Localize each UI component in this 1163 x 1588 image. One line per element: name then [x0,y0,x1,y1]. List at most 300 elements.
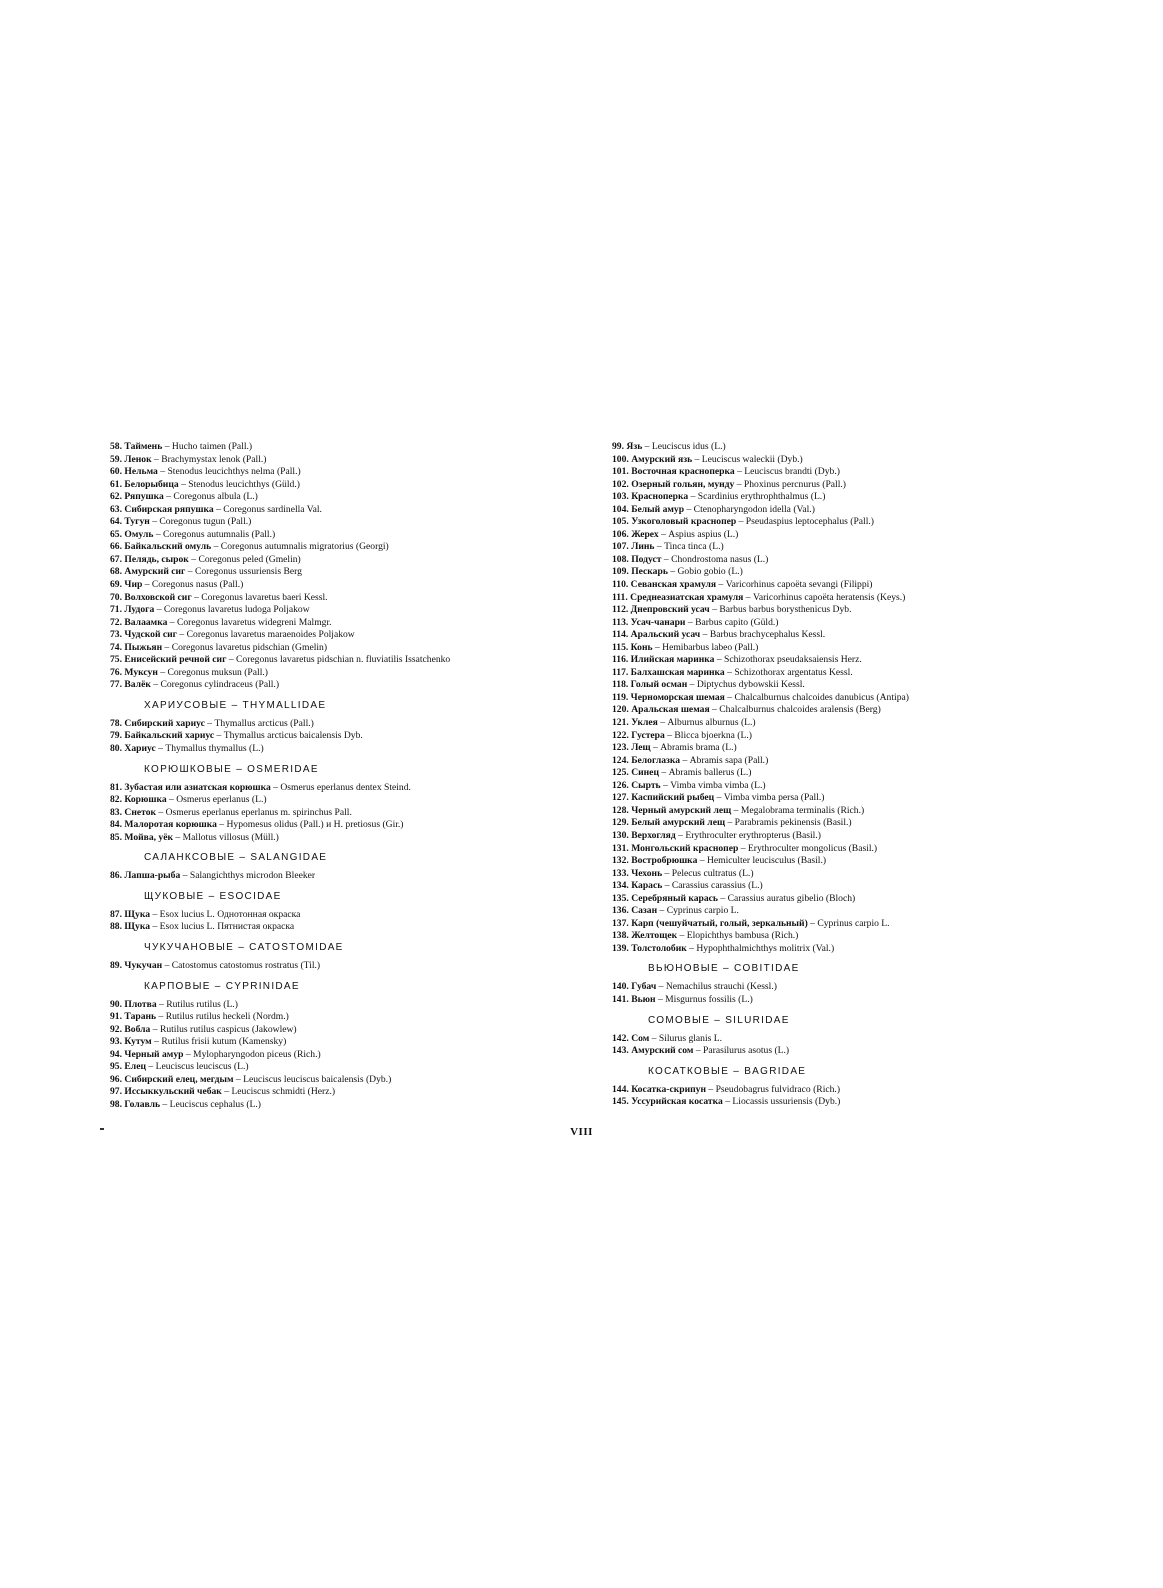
common-name: Иссыккульский чебак [124,1086,222,1098]
common-name: Озерный гольян, мунду [631,478,735,490]
entry-number: 130. [612,829,629,841]
common-name: Чукучан [124,959,163,971]
common-name: Ленок [124,453,152,465]
entry-number: 113. [612,616,629,628]
scientific-name: Brachymystax lenok (Pall.) [161,453,267,465]
species-entry: 98. Голавль – Leuciscus cephalus (L.) [110,1098,261,1110]
entry-number: 114. [612,629,629,641]
entry-number: 81. [110,781,122,793]
entry-number: 120. [612,704,629,716]
entry-number: 63. [110,503,122,515]
scientific-name: Leuciscus schmidti (Herz.) [231,1086,336,1098]
scientific-name: Erythroculter erythropterus (Basil.) [685,829,821,841]
section-heading: КОРЮШКОВЫЕ – OSMERIDAE [144,763,319,775]
scientific-name: Carassius auratus gibelio (Bloch) [727,892,856,904]
entry-number: 100. [612,453,629,465]
scientific-name: Chalcalburnus chalcoides danubicus (Antipa) [734,691,909,703]
common-name: Лещ [631,742,651,754]
species-entry: 68. Амурский сиг – Coregonus ussuriensis Berg [110,566,302,578]
entry-number: 77. [110,679,122,691]
species-entry: 65. Омуль – Coregonus autumnalis (Pall.) [110,528,276,540]
entry-number: 101. [612,466,629,478]
common-name: Амурский сом [631,1045,694,1057]
scientific-name: Salangichthys microdon Bleeker [189,870,316,882]
entry-number: 59. [110,453,122,465]
scientific-name: Aspius aspius (L.) [668,528,739,540]
scientific-name: Megalobrama terminalis (Rich.) [740,804,865,816]
species-entry: 89. Чукучан – Catostomus catostomus rostratus (Til.) [110,959,321,971]
species-entry: 120. Аральская шемая – Chalcalburnus chalcoides aralensis (Berg) [612,704,881,716]
common-name: Чир [124,579,143,591]
common-name: Карп (чешуйчатый, голый, зеркальный) [631,917,808,929]
scientific-name: Osmerus eperlanus eperlanus m. spirinchus Pall. [165,806,352,818]
species-entry: 105. Узкоголовый краснопер – Pseudaspius leptocephalus (Pall.) [612,516,874,528]
entry-number: 93. [110,1036,122,1048]
common-name: Днепровский усач [630,604,710,616]
species-entry: 78. Сибирский хариус – Thymallus arcticus (Pall.) [110,717,314,729]
entry-number: 144. [612,1083,629,1095]
entry-number: 117. [612,666,629,678]
species-entry: 101. Восточная красноперка – Leuciscus brandti (Dyb.) [612,466,840,478]
common-name: Малоротая корюшка [124,819,217,831]
entry-number: 99. [612,441,624,452]
common-name: Лапша-рыба [124,870,181,882]
scientific-name: Pelecus cultratus (L.) [671,867,754,879]
scientific-name: Hypomesus olidus (Pall.) и H. pretiosus (Gir.) [226,819,404,831]
entry-number: 127. [612,792,629,804]
entry-number: 115. [612,641,629,653]
entry-number: 125. [612,767,629,779]
common-name: Чехонь [631,867,663,879]
entry-number: 73. [110,629,122,641]
common-name: Белорыбица [124,478,179,490]
common-name: Ряпушка [124,491,164,503]
common-name: Чудской сиг [124,629,178,641]
species-entry: 144. Косатка-скрипун – Pseudobagrus fulvidraco (Rich.) [612,1083,841,1095]
species-entry: 145. Уссурийская косатка – Liocassis ussuriensis (Dyb.) [612,1096,841,1108]
section-heading: САЛАНКСОВЫЕ – SALANGIDAE [144,852,328,864]
scientific-name: Coregonus cylindraceus (Pall.) [160,679,280,691]
scientific-name: Schizothorax pseudaksaiensis Herz. [724,654,862,666]
species-entry: 86. Лапша-рыба – Salangichthys microdon Bleeker [110,870,316,882]
scientific-name: Pseudobagrus fulvidraco (Rich.) [715,1083,841,1095]
entry-number: 102. [612,478,629,490]
common-name: Голавль [124,1098,161,1110]
common-name: Щука [124,921,151,933]
scientific-name: Ctenopharyngodon idella (Val.) [693,503,815,515]
common-name: Пелядь, сырок [124,553,189,565]
common-name: Белоглазка [631,754,681,766]
common-name: Красноперка [631,491,689,503]
common-name: Аральская шемая [631,704,710,716]
entry-number: 131. [612,842,629,854]
entry-number: 112. [612,604,629,616]
entry-number: 138. [612,930,629,942]
scientific-name: Rutilus frisii kutum (Kamensky) [161,1036,287,1048]
species-entry: 84. Малоротая корюшка – Hypomesus olidus (Pall.) и H. pretiosus (Gir.) [110,819,404,831]
common-name: Белый амурский лещ [631,817,726,829]
species-entry: 131. Монгольский краснопер – Erythroculter mongolicus (Basil.) [612,842,878,854]
common-name: Монгольский краснопер [631,842,739,854]
common-name: Среднеазиатская храмуля [630,591,744,603]
scientific-name: Thymallus arcticus (Pall.) [214,717,314,729]
scientific-name: Coregonus ussuriensis Berg [194,566,302,578]
species-entry: 88. Щука – Esox lucius L. Пятнистая окраска [110,921,295,933]
scientific-name: Osmerus eperlanus (L.) [176,794,267,806]
species-entry: 90. Плотва – Rutilus rutilus (L.) [110,998,238,1010]
species-entry: 116. Илийская маринка – Schizothorax pseudaksaiensis Herz. [612,654,862,666]
scientific-name: Leuciscus idus (L.) [651,441,726,452]
common-name: Густера [631,729,665,741]
common-name: Желтощек [631,930,678,942]
scientific-name: Coregonus lavaretus ludoga Poljakow [163,604,310,616]
entry-number: 108. [612,553,629,565]
entry-number: 71. [110,604,122,616]
entry-number: 96. [110,1073,122,1085]
common-name: Губач [631,981,657,993]
common-name: Муксун [124,666,158,678]
species-entry: 80. Хариус – Thymallus thymallus (L.) [110,743,264,755]
scientific-name: Tinca tinca (L.) [664,541,724,553]
right-column [612,441,1082,1109]
scientific-name: Scardinius erythrophthalmus (L.) [697,491,826,503]
scientific-name: Vimba vimba vimba (L.) [670,779,766,791]
scientific-name: Barbus barbus borysthenicus Dyb. [719,604,852,616]
entry-number: 60. [110,466,122,478]
scientific-name: Coregonus lavaretus pidschian n. fluviatilis Issatchenko [236,654,451,666]
species-entry: 92. Вобла – Rutilus rutilus caspicus (Jakowlew) [110,1023,297,1035]
entry-number: 88. [110,921,122,933]
scientific-name: Abramis sapa (Pall.) [689,754,769,766]
common-name: Щука [124,908,151,920]
species-entry: 60. Нельма – Stenodus leucichthys nelma (Pall.) [110,466,301,478]
entry-number: 76. [110,666,122,678]
scientific-name: Parasilurus asotus (L.) [703,1045,790,1057]
entry-number: 105. [612,516,629,528]
scientific-name: Mallotus villosus (Müll.) [182,831,279,843]
common-name: Синец [631,767,659,779]
entry-number: 121. [612,717,629,729]
entry-number: 89. [110,959,122,971]
species-entry: 77. Валёк – Coregonus cylindraceus (Pall.) [110,679,280,691]
common-name: Илийская маринка [630,654,715,666]
entry-number: 85. [110,831,122,843]
common-name: Кутум [124,1036,152,1048]
common-name: Мойва, уёк [124,831,174,843]
entry-number: 111. [612,591,628,603]
species-entry: 121. Уклея – Alburnus alburnus (L.) [612,717,756,729]
scientific-name: Pseudaspius leptocephalus (Pall.) [745,516,874,528]
common-name: Лудога [124,604,155,616]
entry-number: 126. [612,779,629,791]
entry-number: 95. [110,1061,122,1073]
species-entry: 132. Востробрюшка – Hemiculter leucisculus (Basil.) [612,855,827,867]
scientific-name: Alburnus alburnus (L.) [667,717,756,729]
scan-speck [100,1128,104,1130]
entry-number: 143. [612,1045,629,1057]
species-entry: 118. Голый осман – Diptychus dybowskii Kessl. [612,679,805,691]
scientific-name: Phoxinus percnurus (Pall.) [743,478,846,490]
scientific-name: Elopichthys bambusa (Rich.) [686,930,799,942]
species-entry: 61. Белорыбица – Stenodus leucichthys (Güld.) [110,478,300,490]
species-entry: 72. Валаамка – Coregonus lavaretus widegreni Malmgr. [110,616,332,628]
entry-number: 72. [110,616,122,628]
species-entry: 87. Щука – Esox lucius L. Однотонная окраска [110,908,301,920]
common-name: Пескарь [631,566,668,578]
entry-number: 92. [110,1023,122,1035]
scientific-name: Carassius carassius (L.) [671,880,763,892]
scientific-name: Chondrostoma nasus (L.) [671,553,769,565]
entry-number: 78. [110,717,122,729]
scientific-name: Vimba vimba persa (Pall.) [723,792,825,804]
common-name: Верхогляд [631,829,676,841]
common-name: Валёк [124,679,151,691]
species-entry: 138. Желтощек – Elopichthys bambusa (Rich.) [612,930,799,942]
common-name: Плотва [124,998,157,1010]
scientific-name: Coregonus lavaretus widegreni Malmgr. [176,616,332,628]
scientific-name: Coregonus sardinella Val. [223,503,322,515]
common-name: Черный амур [124,1048,184,1060]
species-entry: 85. Мойва, уёк – Mallotus villosus (Müll.) [110,831,279,843]
species-entry: 139. Толстолобик – Hypophthalmichthys molitrix (Val.) [612,942,835,954]
entry-number: 65. [110,528,122,540]
common-name: Сом [631,1032,650,1044]
species-entry: 94. Черный амур – Mylopharyngodon piceus (Rich.) [110,1048,321,1060]
common-name: Черный амурский лещ [631,804,732,816]
entry-number: 91. [110,1011,122,1023]
scientific-name: Schizothorax argentatus Kessl. [734,666,853,678]
common-name: Вобла [124,1023,151,1035]
species-entry: 59. Ленок – Brachymystax lenok (Pall.) [110,453,267,465]
species-entry: 136. Сазан – Cyprinus carpio L. [612,905,739,917]
common-name: Конь [630,641,653,653]
common-name: Байкальский омуль [124,541,212,553]
species-entry: 108. Подуст – Chondrostoma nasus (L.) [612,553,769,565]
species-entry: 129. Белый амурский лещ – Parabramis pekinensis (Basil.) [612,817,852,829]
scientific-name: Barbus capito (Güld.) [695,616,779,628]
scientific-name: Coregonus tugun (Pall.) [159,516,252,528]
left-column [110,441,580,1111]
species-entry: 96. Сибирский елец, мегдым – Leuciscus leuciscus baicalensis (Dyb.) [110,1073,392,1085]
entry-number: 141. [612,993,629,1005]
species-entry: 69. Чир – Coregonus nasus (Pall.) [110,579,244,591]
common-name: Хариус [124,743,156,755]
common-name: Серебряный карась [631,892,719,904]
scientific-name: Chalcalburnus chalcoides aralensis (Berg) [719,704,881,716]
scientific-name: Esox lucius L. Пятнистая окраска [159,921,295,933]
entry-number: 119. [612,691,629,703]
section-heading: ЩУКОВЫЕ – ESOCIDAE [144,890,282,902]
section-heading: КОСАТКОВЫЕ – BAGRIDAE [648,1065,807,1077]
entry-number: 135. [612,892,629,904]
common-name: Узкоголовый краснопер [631,516,737,528]
scientific-name: Catostomus catostomus rostratus (Til.) [171,959,321,971]
common-name: Таймень [124,441,163,452]
entry-number: 97. [110,1086,122,1098]
common-name: Снеток [124,806,157,818]
entry-number: 58. [110,441,122,452]
common-name: Усач-чанари [630,616,686,628]
entry-number: 66. [110,541,122,553]
entry-number: 129. [612,817,629,829]
entry-number: 62. [110,491,122,503]
scientific-name: Gobio gobio (L.) [677,566,743,578]
common-name: Валаамка [124,616,168,628]
scientific-name: Hemiculter leucisculus (Basil.) [706,855,827,867]
common-name: Восточная красноперка [631,466,735,478]
entry-number: 94. [110,1048,122,1060]
entry-number: 124. [612,754,629,766]
scientific-name: Leuciscus leuciscus baicalensis (Dyb.) [243,1073,392,1085]
species-entry: 99. Язь – Leuciscus idus (L.) [612,441,726,452]
species-entry: 66. Байкальский омуль – Coregonus autumnalis migratorius (Georgi) [110,541,389,553]
entry-number: 107. [612,541,629,553]
species-entry: 97. Иссыккульский чебак – Leuciscus schmidti (Herz.) [110,1086,336,1098]
entry-number: 122. [612,729,629,741]
species-entry: 76. Муксун – Coregonus muksun (Pall.) [110,666,268,678]
entry-number: 104. [612,503,629,515]
species-entry: 63. Сибирская ряпушка – Coregonus sardinella Val. [110,503,322,515]
common-name: Косатка-скрипун [631,1083,706,1095]
species-entry: 124. Белоглазка – Abramis sapa (Pall.) [612,754,769,766]
common-name: Белый амур [631,503,685,515]
scientific-name: Osmerus eperlanus dentex Steind. [280,781,411,793]
page-number: VIII [570,1126,593,1138]
common-name: Амурский язь [631,453,693,465]
common-name: Сибирский елец, мегдым [124,1073,234,1085]
common-name: Вьюн [631,993,656,1005]
species-entry: 79. Байкальский хариус – Thymallus arcticus baicalensis Dyb. [110,730,363,742]
species-entry: 137. Карп (чешуйчатый, голый, зеркальный) – Cyprinus carpio L. [612,917,890,929]
species-entry: 110. Севанская храмуля – Varicorhinus capoëta sevangi (Filippi) [612,579,873,591]
section-heading: КАРПОВЫЕ – CYPRINIDAE [144,980,300,992]
scientific-name: Blicca bjoerkna (L.) [674,729,752,741]
species-entry: 75. Енисейский речной сиг – Coregonus lavaretus pidschian n. fluviatilis Issatchenko [110,654,451,666]
entry-number: 82. [110,794,122,806]
common-name: Подуст [631,553,662,565]
species-entry: 143. Амурский сом – Parasilurus asotus (L.) [612,1045,790,1057]
entry-number: 86. [110,870,122,882]
scientific-name: Hemibarbus labeo (Pall.) [662,641,759,653]
common-name: Черноморская шемая [630,691,725,703]
species-entry: 133. Чехонь – Pelecus cultratus (L.) [612,867,754,879]
species-entry: 103. Красноперка – Scardinius erythrophthalmus (L.) [612,491,826,503]
scientific-name: Leuciscus cephalus (L.) [169,1098,261,1110]
species-entry: 71. Лудога – Coregonus lavaretus ludoga Poljakow [110,604,310,616]
common-name: Жерех [631,528,659,540]
common-name: Пыжьян [124,641,163,653]
scientific-name: Thymallus arcticus baicalensis Dyb. [223,730,363,742]
scientific-name: Thymallus thymallus (L.) [165,743,264,755]
common-name: Уссурийская косатка [631,1096,723,1108]
entry-number: 67. [110,553,122,565]
species-entry: 91. Тарань – Rutilus rutilus heckeli (Nordm.) [110,1011,289,1023]
common-name: Сырть [631,779,661,791]
entry-number: 70. [110,591,122,603]
scientific-name: Esox lucius L. Однотонная окраска [159,908,301,920]
scientific-name: Leuciscus brandti (Dyb.) [744,466,840,478]
scientific-name: Hucho taimen (Pall.) [171,441,253,452]
scientific-name: Rutilus rutilus caspicus (Jakowlew) [159,1023,297,1035]
species-entry: 114. Аральский усач – Barbus brachycephalus Kessl. [612,629,826,641]
common-name: Толстолобик [631,942,687,954]
entry-number: 79. [110,730,122,742]
species-entry: 125. Синец – Abramis ballerus (L.) [612,767,752,779]
entry-number: 98. [110,1098,122,1110]
scientific-name: Coregonus lavaretus baeri Kessl. [201,591,328,603]
entry-number: 69. [110,579,122,591]
scientific-name: Coregonus peled (Gmelin) [198,553,301,565]
common-name: Тарань [124,1011,157,1023]
species-entry: 142. Сом – Silurus glanis L. [612,1032,723,1044]
species-entry: 93. Кутум – Rutilus frisii kutum (Kamensky) [110,1036,287,1048]
scientific-name: Rutilus rutilus (L.) [166,998,238,1010]
species-entry: 111. Среднеазиатская храмуля – Varicorhinus capoëta heratensis (Keys.) [612,591,906,603]
entry-number: 61. [110,478,122,490]
scientific-name: Leuciscus leuciscus (L.) [155,1061,249,1073]
common-name: Елец [124,1061,146,1073]
entry-number: 136. [612,905,629,917]
species-entry: 62. Ряпушка – Coregonus albula (L.) [110,491,258,503]
scientific-name: Barbus brachycephalus Kessl. [709,629,826,641]
species-entry: 95. Елец – Leuciscus leuciscus (L.) [110,1061,249,1073]
scientific-name: Silurus glanis L. [658,1032,723,1044]
common-name: Сазан [631,905,658,917]
entry-number: 83. [110,806,122,818]
common-name: Енисейский речной сиг [124,654,227,666]
common-name: Корюшка [124,794,167,806]
species-entry: 141. Вьюн – Misgurnus fossilis (L.) [612,993,753,1005]
scientific-name: Leuciscus waleckii (Dyb.) [701,453,803,465]
section-heading: ВЬЮНОВЫЕ – COBITIDAE [648,963,800,975]
species-entry: 140. Губач – Nemachilus strauchi (Kessl.) [612,981,777,993]
common-name: Амурский сиг [124,566,186,578]
scientific-name: Coregonus lavaretus maraenoides Poljakow [186,629,355,641]
scientific-name: Varicorhinus capoëta sevangi (Filippi) [725,579,873,591]
common-name: Тугун [124,516,150,528]
entry-number: 123. [612,742,629,754]
section-heading: СОМОВЫЕ – SILURIDAE [648,1014,790,1026]
scientific-name: Coregonus albula (L.) [173,491,258,503]
species-entry: 117. Балхашская маринка – Schizothorax argentatus Kessl. [612,666,853,678]
section-heading: ЧУКУЧАНОВЫЕ – CATOSTOMIDAE [144,941,344,953]
species-entry: 102. Озерный гольян, мунду – Phoxinus percnurus (Pall.) [612,478,846,490]
species-entry: 67. Пелядь, сырок – Coregonus peled (Gmelin) [110,553,301,565]
scientific-name: Mylopharyngodon piceus (Rich.) [193,1048,321,1060]
species-entry: 123. Лещ – Abramis brama (L.) [612,742,737,754]
scientific-name: Abramis brama (L.) [660,742,737,754]
scientific-name: Stenodus leucichthys (Güld.) [188,478,300,490]
entry-number: 64. [110,516,122,528]
species-entry: 83. Снеток – Osmerus eperlanus eperlanus m. spirinchus Pall. [110,806,352,818]
species-entry: 113. Усач-чанари – Barbus capito (Güld.) [612,616,779,628]
species-entry: 115. Конь – Hemibarbus labeo (Pall.) [612,641,759,653]
scientific-name: Abramis ballerus (L.) [668,767,752,779]
species-entry: 128. Черный амурский лещ – Megalobrama terminalis (Rich.) [612,804,865,816]
entry-number: 75. [110,654,122,666]
scientific-name: Liocassis ussuriensis (Dyb.) [732,1096,841,1108]
species-entry: 122. Густера – Blicca bjoerkna (L.) [612,729,752,741]
scientific-name: Coregonus autumnalis migratorius (Georgi) [220,541,389,553]
species-entry: 130. Верхогляд – Erythroculter erythropterus (Basil.) [612,829,821,841]
entry-number: 109. [612,566,629,578]
scientific-name: Nemachilus strauchi (Kessl.) [665,981,777,993]
common-name: Волховской сиг [124,591,192,603]
species-entry: 81. Зубастая или азиатская корюшка – Osmerus eperlanus dentex Steind. [110,781,411,793]
species-entry: 64. Тугун – Coregonus tugun (Pall.) [110,516,252,528]
common-name: Язь [626,441,643,452]
common-name: Каспийский рыбец [631,792,715,804]
